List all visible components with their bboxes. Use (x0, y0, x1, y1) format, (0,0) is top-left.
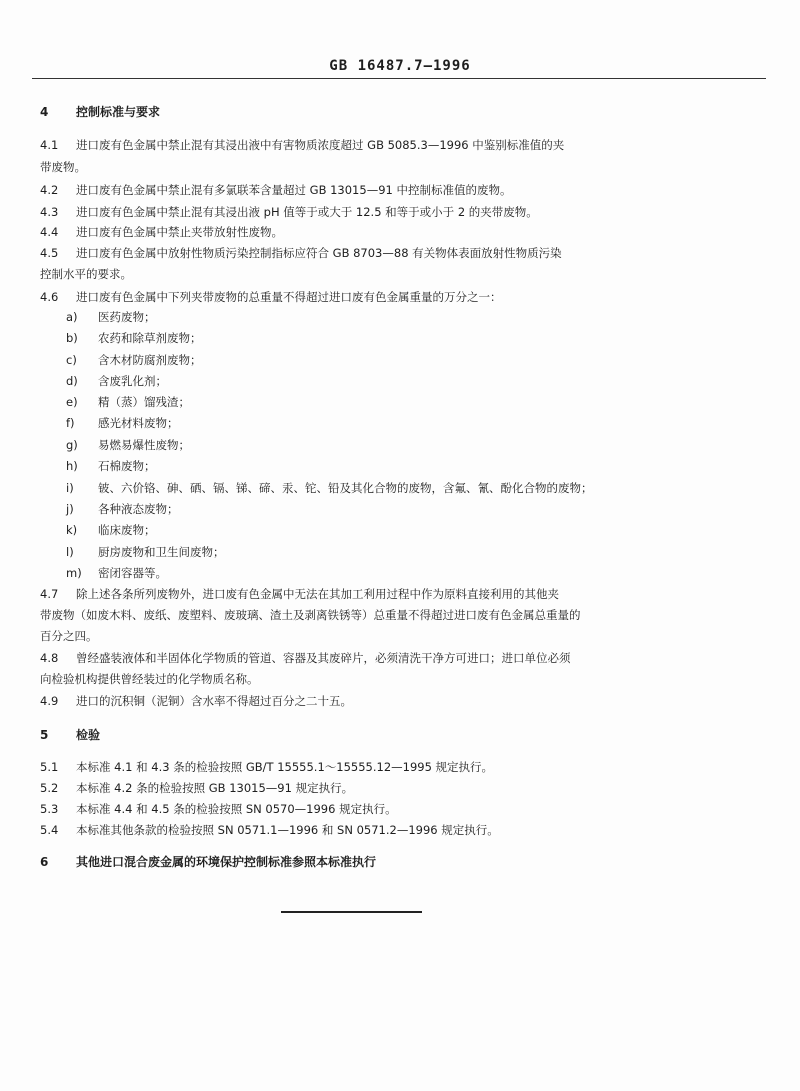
item-label: l) (66, 545, 74, 559)
list-item (66, 458, 156, 474)
section-4-title: 控制标准与要求 (76, 105, 161, 119)
standard-code-header: GB 16487.7—1996 (329, 58, 471, 74)
clause-text: 本标准 4.4 和 4.5 条的检验按照 SN 0570—1996 规定执行。 (76, 802, 397, 816)
clause-number: 4.6 (40, 290, 59, 304)
item-text: 含废乳化剂； (98, 374, 167, 388)
clause-text: 进口废有色金属中放射性物质污染控制指标应符合 GB 8703—88 有关物体表面放射性物质污染 (76, 246, 562, 260)
item-text: 厨房废物和卫生间废物； (98, 545, 225, 559)
clause-number: 4.2 (40, 183, 59, 197)
clause-4-5 (40, 245, 562, 261)
item-text: 感光材料废物； (98, 416, 179, 430)
clause-number: 5.4 (40, 823, 59, 837)
item-text: 医药废物； (98, 310, 156, 324)
clause-number: 4.3 (40, 205, 59, 219)
section-6-number: 6 (40, 855, 49, 869)
item-label: i) (66, 481, 74, 495)
clause-number: 5.1 (40, 760, 59, 774)
item-text: 农药和除草剂废物； (98, 331, 202, 345)
clause-4-3 (40, 204, 538, 220)
clause-text: 曾经盛装液体和半固体化学物质的管道、容器及其废碎片，必须清洗干净方可进口；进口单位必须 (76, 651, 571, 665)
clause-4-8-continuation: 向检验机构提供曾经装过的化学物质名称。 (40, 672, 259, 686)
clause-number: 4.8 (40, 651, 59, 665)
clause-number: 5.2 (40, 781, 59, 795)
item-text: 精（蒸）馏残渣； (98, 395, 190, 409)
clause-number: 4.7 (40, 587, 59, 601)
item-text: 含木材防腐剂废物； (98, 353, 202, 367)
list-item (66, 522, 156, 538)
clause-4-5-continuation: 控制水平的要求。 (40, 267, 132, 281)
clause-4-7 (40, 586, 559, 602)
list-item (66, 352, 202, 368)
clause-5-3 (40, 801, 397, 817)
clause-number: 4.9 (40, 694, 59, 708)
item-label: m) (66, 566, 82, 580)
end-of-document-rule (281, 911, 422, 913)
clause-4-7-continuation: 百分之四。 (40, 629, 98, 643)
clause-text: 进口废有色金属中禁止夹带放射性废物。 (76, 225, 283, 239)
clause-4-6 (40, 289, 502, 305)
item-text: 铍、六价铬、砷、硒、镉、锑、碲、汞、铊、铅及其化合物的废物，含氟、氰、酚化合物的废物； (98, 481, 593, 495)
clause-text: 进口的沉积铜（泥铜）含水率不得超过百分之二十五。 (76, 694, 352, 708)
list-item (66, 373, 167, 389)
item-label: g) (66, 438, 78, 452)
section-4-heading (40, 104, 160, 120)
section-6-heading (40, 854, 376, 870)
item-text: 石棉废物； (98, 459, 156, 473)
clause-number: 5.3 (40, 802, 59, 816)
section-5-title: 检验 (76, 728, 101, 742)
clause-4-1 (40, 137, 564, 153)
clause-text: 进口废有色金属中下列夹带废物的总重量不得超过进口废有色金属重量的万分之一： (76, 290, 502, 304)
clause-text: 进口废有色金属中禁止混有其浸出液中有害物质浓度超过 GB 5085.3—1996 中鉴别标准值的夹 (76, 138, 565, 152)
clause-5-2 (40, 780, 353, 796)
list-item (66, 437, 190, 453)
item-label: d) (66, 374, 78, 388)
item-label: j) (66, 502, 74, 516)
clause-number: 4.1 (40, 138, 59, 152)
clause-text: 除上述各条所列废物外，进口废有色金属中无法在其加工利用过程中作为原料直接利用的其他夹 (76, 587, 559, 601)
item-text: 各种液态废物； (98, 502, 179, 516)
clause-text: 本标准 4.2 条的检验按照 GB 13015—91 规定执行。 (76, 781, 354, 795)
item-label: f) (66, 416, 75, 430)
clause-number: 4.4 (40, 225, 59, 239)
item-text: 临床废物； (98, 523, 156, 537)
list-item (66, 394, 190, 410)
clause-text: 进口废有色金属中禁止混有其浸出液 pH 值等于或大于 12.5 和等于或小于 2 的夹带废物。 (76, 205, 538, 219)
clause-text: 本标准 4.1 和 4.3 条的检验按照 GB/T 15555.1～15555.12—1995 规定执行。 (76, 760, 494, 774)
item-label: c) (66, 353, 77, 367)
clause-4-4 (40, 224, 283, 240)
clause-4-9 (40, 693, 352, 709)
header-divider (32, 78, 766, 79)
clause-5-4 (40, 822, 499, 838)
clause-text: 本标准其他条款的检验按照 SN 0571.1—1996 和 SN 0571.2—1996 规定执行。 (76, 823, 499, 837)
list-item (66, 330, 202, 346)
clause-5-1 (40, 759, 493, 775)
list-item (66, 501, 179, 517)
item-text: 密闭容器等。 (98, 566, 167, 580)
clause-4-8 (40, 650, 571, 666)
item-label: a) (66, 310, 78, 324)
list-item (66, 565, 167, 581)
clause-4-1-continuation: 带废物。 (40, 160, 86, 174)
list-item (66, 544, 225, 560)
clause-text: 进口废有色金属中禁止混有多氯联苯含量超过 GB 13015—91 中控制标准值的废物。 (76, 183, 512, 197)
clause-4-2 (40, 182, 511, 198)
section-5-number: 5 (40, 728, 49, 742)
item-label: b) (66, 331, 78, 345)
item-label: e) (66, 395, 78, 409)
item-label: h) (66, 459, 78, 473)
section-5-heading (40, 727, 100, 743)
list-item (66, 480, 593, 496)
clause-4-7-continuation: 带废物（如废木料、废纸、废塑料、废玻璃、渣土及剥离铁锈等）总重量不得超过进口废有色金属总重量的 (40, 608, 581, 622)
section-4-number: 4 (40, 105, 49, 119)
item-text: 易燃易爆性废物； (98, 438, 190, 452)
list-item (66, 415, 179, 431)
list-item (66, 309, 156, 325)
clause-number: 4.5 (40, 246, 59, 260)
item-label: k) (66, 523, 78, 537)
section-6-title: 其他进口混合废金属的环境保护控制标准参照本标准执行 (76, 855, 377, 869)
